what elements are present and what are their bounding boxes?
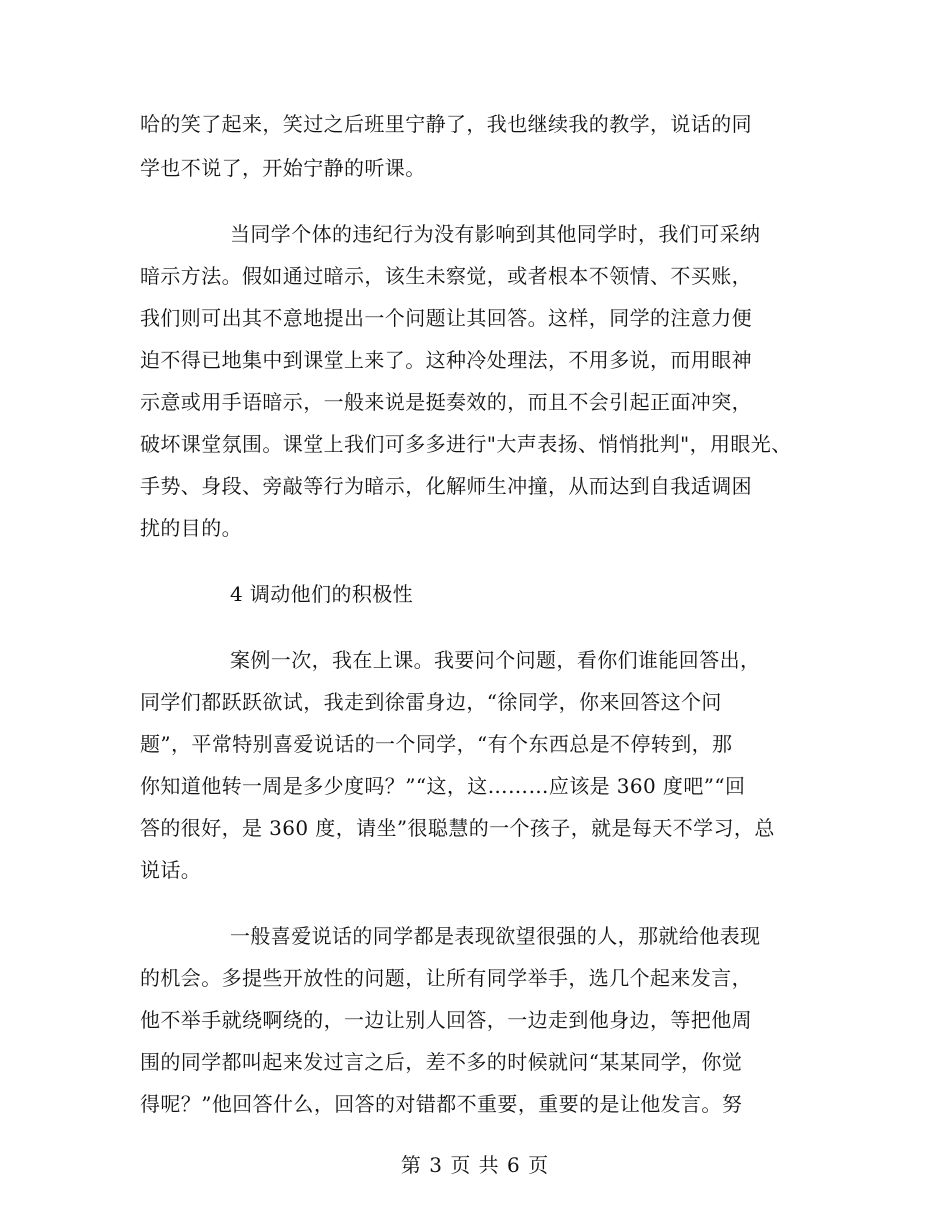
paragraph-2-line-3: 我们则可出其不意地提出一个问题让其回答。这样，同学的注意力便 [140,306,752,330]
paragraph-2-line-2: 暗示方法。假如通过暗示，该生未察觉，或者根本不领情、不买账， [140,264,752,288]
paragraph-4-line-4: 围的同学都叫起来发过言之后，差不多的时候就问“某某同学，你觉 [140,1050,743,1074]
paragraph-3-line-1: 案例一次，我在上课。我要问个问题，看你们谁能回答出， [230,648,761,672]
paragraph-2-line-4: 迫不得已地集中到课堂上来了。这种冷处理法，不用多说，而用眼神 [140,348,752,372]
paragraph-2-line-5: 示意或用手语暗示，一般来说是挺奏效的，而且不会引起正面冲突， [140,390,752,414]
paragraph-4-line-1: 一般喜爱说话的同学都是表现欲望很强的人，那就给他表现 [230,924,761,948]
paragraph-2-line-8: 扰的目的。 [140,516,242,540]
paragraph-1-line-2: 学也不说了，开始宁静的听课。 [140,156,426,180]
paragraph-2-line-7: 手势、身段、旁敲等行为暗示，化解师生冲撞，从而达到自我适调困 [140,474,752,498]
paragraph-3-line-5: 答的很好，是 360 度，请坐”很聪慧的一个孩子，就是每天不学习，总 [140,816,775,840]
page-number-footer: 第 3 页 共 6 页 [400,1153,550,1177]
paragraph-1-line-1: 哈的笑了起来，笑过之后班里宁静了，我也继续我的教学，说话的同 [140,112,752,136]
paragraph-2-line-1: 当同学个体的违纪行为没有影响到其他同学时，我们可采纳 [230,222,761,246]
section-heading: 4 调动他们的积极性 [230,582,414,606]
paragraph-3-line-4: 你知道他转一周是多少度吗？”“这，这………应该是 360 度吧”“回 [140,774,746,798]
paragraph-3-line-2: 同学们都跃跃欲试，我走到徐雷身边，“徐同学，你来回答这个问 [140,690,722,714]
paragraph-4-line-5: 得呢？”他回答什么，回答的对错都不重要，重要的是让他发言。努 [140,1092,743,1116]
paragraph-3-line-3: 题”，平常特别喜爱说话的一个同学，“有个东西总是不停转到，那 [140,732,733,756]
paragraph-2-line-6: 破坏课堂氛围。课堂上我们可多多进行"大声表扬、悄悄批判"，用眼光、 [140,432,792,456]
paragraph-4-line-2: 的机会。多提些开放性的问题，让所有同学举手，选几个起来发言， [140,966,752,990]
paragraph-4-line-3: 他不举手就绕啊绕的，一边让别人回答，一边走到他身边，等把他周 [140,1008,752,1032]
paragraph-3-line-6: 说话。 [140,858,202,882]
